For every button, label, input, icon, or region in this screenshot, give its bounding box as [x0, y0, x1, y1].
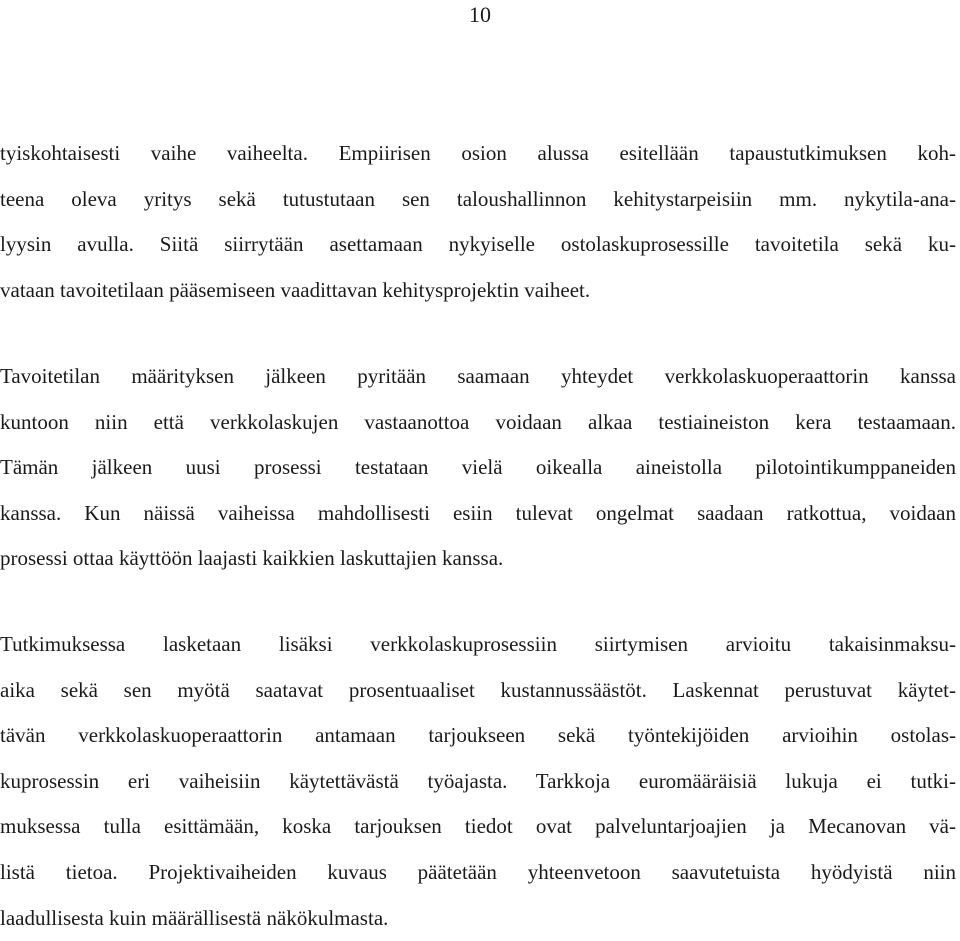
paragraph-2 [0, 354, 956, 582]
text-line: Tutkimuksessa lasketaan lisäksi verkkolaskuprosessiin siirtymisen arvioitu takaisinmaksu- [0, 632, 956, 656]
text-line: kuprosessin eri vaiheisiin käytettävästä työajasta. Tarkkoja euromääräisiä lukuja ei tutki- [0, 768, 956, 793]
text-line: laadullisesta kuin määrällisestä näkökulmasta. [0, 905, 389, 930]
text-line: vataan tavoitetilaan pääsemiseen vaadittavan kehitysprojektin vaiheet. [0, 277, 591, 302]
page-number: 10 [469, 2, 491, 27]
paragraph-3 [0, 622, 956, 941]
text-line: kanssa. Kun näissä vaiheissa mahdollisesti esiin tulevat ongelmat saadaan ratkottua, voidaan [0, 500, 956, 525]
paragraph-1 [0, 131, 956, 313]
text-line: Tämän jälkeen uusi prosessi testataan vielä oikealla aineistolla pilotointikumppaneiden [0, 455, 956, 480]
text-line: prosessi ottaa käyttöön laajasti kaikkien laskuttajien kanssa. [0, 546, 504, 571]
text-line: tävän verkkolaskuoperaattorin antamaan tarjoukseen sekä työntekijöiden arvioihin ostolas- [0, 723, 956, 748]
text-line: teena oleva yritys sekä tutustutaan sen taloushallinnon kehitystarpeisiin mm. nykytila-ana- [0, 186, 956, 211]
text-line: listä tietoa. Projektivaiheiden kuvaus päätetään yhteenvetoon saavutetuista hyödyistä niin [0, 859, 956, 884]
text-line: tyiskohtaisesti vaihe vaiheelta. Empiirisen osion alussa esitellään tapaustutkimuksen koh- [0, 141, 956, 165]
text-line: Tavoitetilan määrityksen jälkeen pyritään saamaan yhteydet verkkolaskuoperaattorin kanssa [0, 364, 956, 388]
text-line: aika sekä sen myötä saatavat prosentuaaliset kustannussäästöt. Laskennat perustuvat käytet- [0, 677, 956, 702]
text-line: kuntoon niin että verkkolaskujen vastaanottoa voidaan alkaa testiaineiston kera testaamaan. [0, 409, 956, 434]
text-line: muksessa tulla esittämään, koska tarjouksen tiedot ovat palveluntarjoajien ja Mecanovan vä- [0, 814, 956, 839]
text-line: lyysin avulla. Siitä siirrytään asettamaan nykyiselle ostolaskuprosessille tavoitetila sekä ku- [0, 232, 956, 257]
